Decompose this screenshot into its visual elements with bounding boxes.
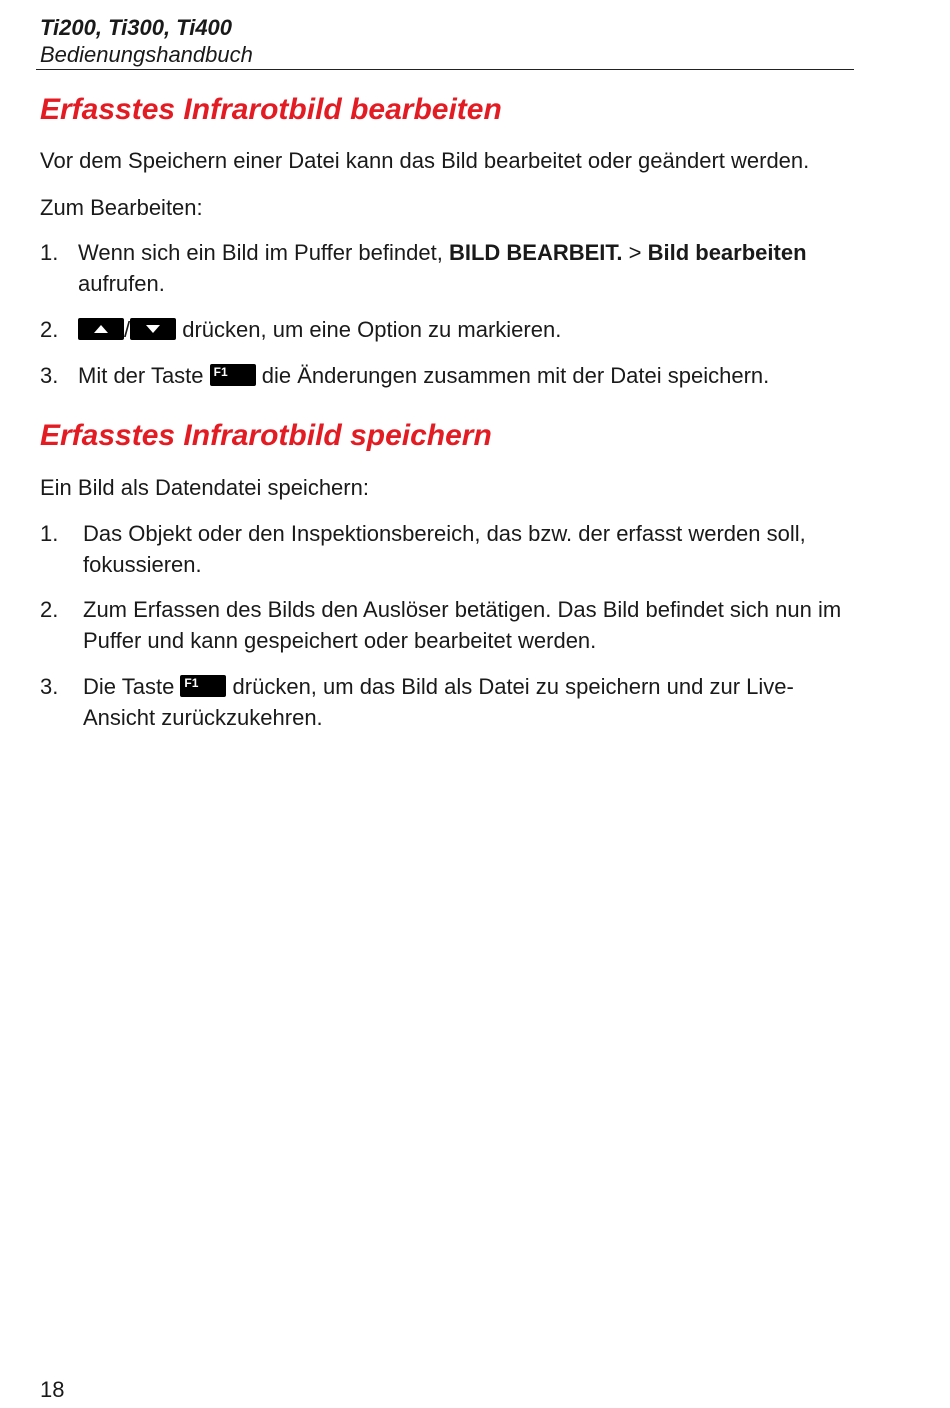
section-heading-save: Erfasstes Infrarotbild speichern	[40, 419, 492, 452]
list-text: / drücken, um eine Option zu markieren.	[78, 314, 850, 345]
header-subtitle: Bedienungshandbuch	[40, 42, 253, 67]
page-number: 18	[40, 1377, 65, 1402]
menu-item-bold: Bild bearbeiten	[647, 240, 807, 265]
section-heading-edit: Erfasstes Infrarotbild bearbeiten	[40, 93, 502, 126]
list-number: 1.	[40, 521, 59, 546]
list-number: 1.	[40, 240, 59, 265]
f1-key-icon: F1	[210, 364, 256, 386]
section-intro-edit: Vor dem Speichern einer Datei kann das Bild bearbeitet oder geändert werden.	[40, 148, 810, 173]
running-header	[40, 14, 253, 68]
list-number: 2.	[40, 597, 59, 622]
list-number: 2.	[40, 317, 59, 342]
header-rule	[36, 69, 854, 70]
f1-key-icon: F1	[180, 675, 226, 697]
header-model: Ti200, Ti300, Ti400	[40, 15, 233, 40]
list-number: 3.	[40, 363, 59, 388]
list-text: Mit der Taste F1 die Änderungen zusammen mit der Datei speichern.	[78, 363, 770, 388]
section-lead-edit: Zum Bearbeiten:	[40, 195, 203, 220]
list-text: Das Objekt oder den Inspektionsbereich, das bzw. der erfasst werden soll, fokussieren.	[83, 521, 806, 577]
list-text: Die Taste F1 drücken, um das Bild als Datei zu speichern und zur Live-Ansicht zurückzukehren.	[83, 674, 794, 730]
list-text: Zum Erfassen des Bilds den Auslöser betätigen. Das Bild befindet sich nun im Puffer und kann gespeichert oder bearbeitet werden.	[83, 597, 842, 653]
list-number: 3.	[40, 674, 59, 699]
up-arrow-key-icon	[78, 318, 124, 340]
menu-path-bold: BILD BEARBEIT.	[448, 240, 623, 265]
list-text: Wenn sich ein Bild im Puffer befindet, BILD BEARBEIT. > Bild bearbeiten aufrufen.	[78, 240, 807, 296]
section-lead-save: Ein Bild als Datendatei speichern:	[40, 475, 369, 500]
down-arrow-key-icon	[130, 318, 176, 340]
